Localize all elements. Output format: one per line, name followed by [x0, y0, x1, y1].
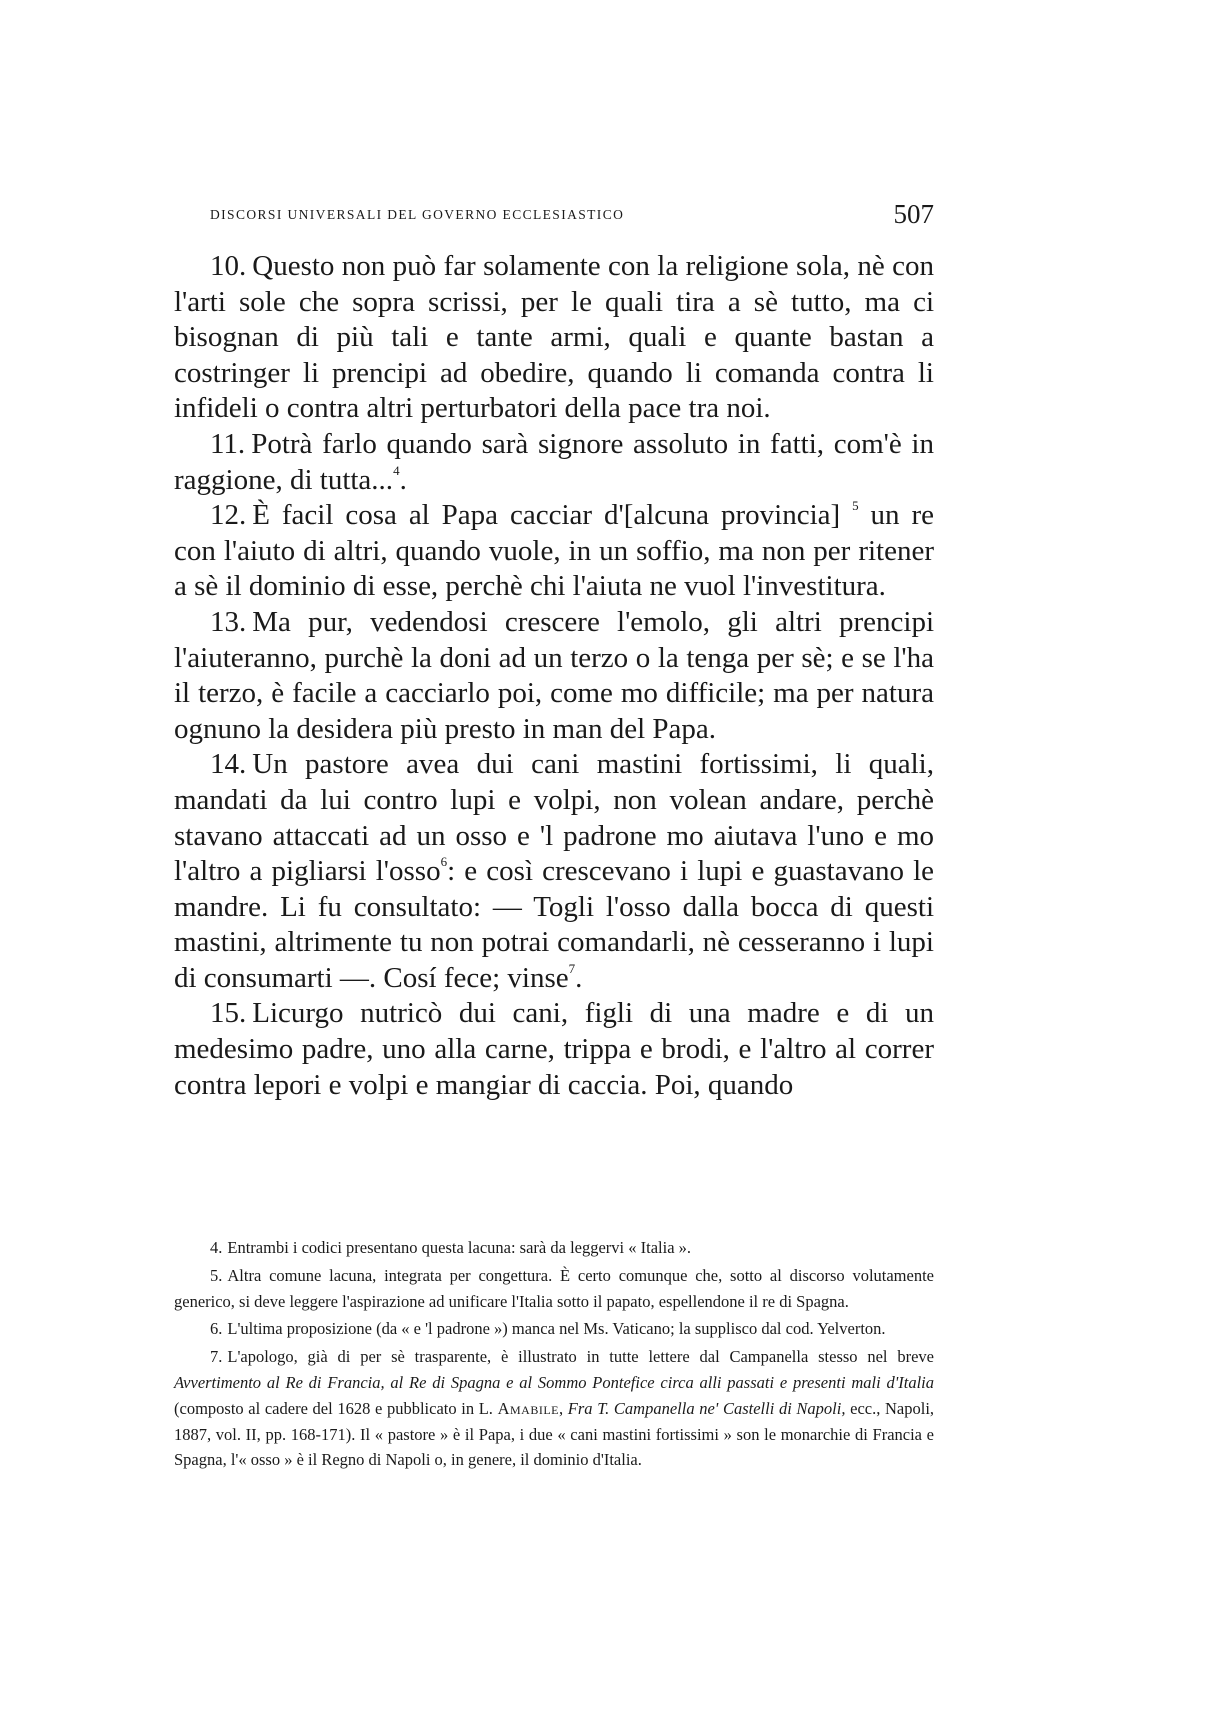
footnote-text: L'ultima proposizione (da « e 'l padrone ») manca nel Ms. Vaticano; la supplisco dal cod. Yelverton. — [227, 1319, 886, 1339]
book-page — [174, 195, 935, 1470]
paragraph-text: Questo non può far solamente con la religione sola, nè con l'arti sole che sopra scrissi, per le quali tira a sè tutto, ma ci bisognan di più tali e tante armi, quali e quante bastan a costringer li prencipi ad obedire, quando li comanda contra li infideli o contra altri perturbatori della pace tra noi. — [174, 250, 934, 425]
cited-title: Avvertimento al Re di Francia, al Re di Spagna e al Sommo Pontefice circa alli passati e presenti mali d'Italia — [174, 1372, 934, 1392]
paragraph-text: . — [575, 961, 583, 994]
running-title: DISCORSI UNIVERSALI DEL GOVERNO ECCLESIASTICO — [210, 207, 625, 222]
footnote-4 — [174, 1235, 934, 1261]
paragraph-text: È facil cosa al Papa cacciar d'[alcuna provincia] — [252, 499, 841, 532]
paragraph-13 — [174, 605, 934, 747]
footnote-text: Altra comune lacuna, integrata per congettura. È certo comunque che, sotto al discorso volutamente generico, si deve leggere l'aspirazione ad unificare l'Italia sotto il papato, espellendone il re di Spagna. — [174, 1265, 934, 1311]
footnote-6 — [174, 1316, 934, 1342]
footnote-ref: 5 — [852, 498, 859, 514]
footnote-number: 4. — [210, 1238, 223, 1257]
paragraph-text: Licurgo nutricò dui cani, figli di una madre e di un medesimo padre, uno alla carne, trippa e brodi, e l'altro al correr contra lepori e volpi e mangiar di caccia. Poi, quando — [174, 997, 934, 1101]
page-number: 507 — [893, 199, 934, 229]
paragraph-12 — [174, 498, 934, 605]
footnote-ref: 7 — [568, 960, 576, 976]
paragraph-number: 14. — [210, 748, 247, 781]
footnote-number: 6. — [210, 1319, 223, 1339]
cited-title: Fra T. Campanella ne' Castelli di Napoli, — [567, 1398, 846, 1418]
footnote-5 — [174, 1263, 934, 1315]
footnote-ref: 4 — [393, 462, 400, 478]
footnote-text: L'apologo, già di per sè trasparente, è illustrato in tutte lettere dal Campanella stesso nel breve — [227, 1347, 934, 1367]
footnote-text: (composto al cadere del 1628 e pubblicato in L. — [174, 1398, 493, 1418]
paragraph-text: Un pastore avea dui cani mastini fortissimi, li quali, mandati da lui contro lupi e volpi, non volean andare, perchè stavano attaccati ad un osso e 'l padrone mo aiutava l'uno e mo l'altro a pigliarsi l'osso — [174, 748, 934, 888]
running-head — [174, 195, 934, 235]
main-text — [174, 249, 934, 1103]
paragraph-14 — [174, 747, 934, 996]
paragraph-number: 11. — [210, 427, 246, 460]
paragraph-11 — [174, 427, 934, 498]
footnote-text: ecc., Napoli, 1887, vol. II, pp. 168-171). Il « pastore » è il Papa, i due « cani mastini fortissimi » son le monarchie di Francia e Spagna, l'« osso » è il Regno di Napoli o, in genere, il dominio d'Italia. — [174, 1398, 935, 1470]
paragraph-text: Ma pur, vedendosi crescere l'emolo, gli altri prencipi l'aiuteranno, purchè la doni ad un terzo o la tenga per sè; e se l'ha il terzo, è facile a cacciarlo poi, come mo difficile; ma per natura ognuno la desidera più presto in man del Papa. — [174, 605, 934, 745]
paragraph-number: 13. — [210, 605, 247, 638]
paragraph-text: un re con l'aiuto di altri, quando vuole, in un soffio, ma non per ritener a sè il dominio di esse, perchè chi l'aiuta ne vuol l'investitura. — [174, 499, 935, 603]
paragraph-text: . — [399, 463, 407, 496]
footnotes — [174, 1235, 934, 1475]
paragraph-text: Potrà farlo quando sarà signore assoluto in fatti, com'è in raggione, di tutta... — [174, 427, 934, 496]
footnote-number: 5. — [210, 1265, 223, 1285]
paragraph-number: 15. — [210, 997, 247, 1030]
footnote-text: Entrambi i codici presentano questa lacuna: sarà da leggervi « Italia ». — [227, 1238, 692, 1257]
footnote-number: 7. — [210, 1347, 223, 1367]
footnote-text: , — [559, 1398, 564, 1418]
author-name: Amabile — [497, 1398, 560, 1418]
paragraph-15 — [174, 996, 934, 1103]
footnote-ref: 6 — [440, 854, 448, 870]
paragraph-text: : e così crescevano i lupi e guastavano le mandre. Li fu consultato: — Togli l'osso dalla bocca di questi mastini, altrimente tu non potrai comandarli, nè cesseranno i lupi di consumarti —. Cosí fece; vinse — [174, 855, 935, 994]
paragraph-10 — [174, 249, 934, 427]
footnote-7 — [174, 1344, 934, 1473]
paragraph-number: 12. — [210, 499, 247, 532]
paragraph-number: 10. — [210, 250, 247, 282]
